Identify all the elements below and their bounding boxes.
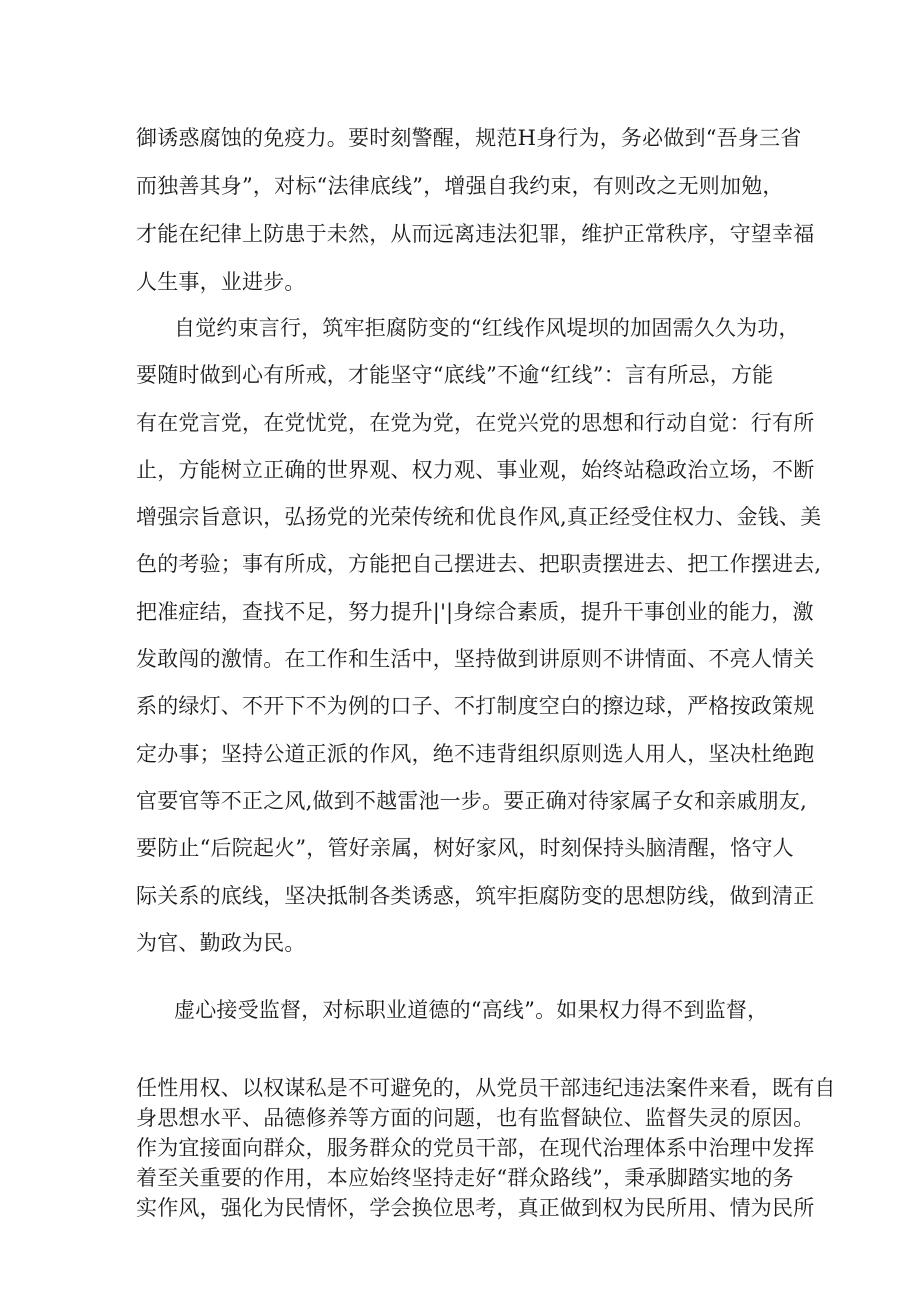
text-line: 人生事，业进步。 xyxy=(136,270,306,294)
text-line: 作为宜接面向群众，服务群众的党员干部，在现代治理体系中治理中发挥 xyxy=(136,1136,815,1160)
text-line: 着至关重要的作用，本应始终坚持走好“群众路线”，秉承脚踏实地的务 xyxy=(136,1166,794,1190)
text-line: 止，方能树立正确的世界观、权力观、事业观，始终站稳政治立场，不断 xyxy=(136,457,815,482)
text-line: 才能在纪律上防患于未然，从而远离违法犯罪，维护正常秩序，守望幸福 xyxy=(136,222,815,246)
paragraph-3 xyxy=(136,987,796,1033)
text-line: 把准症结，查找不足，努力提升|'|身综合素质，提升干事创业的能力，激 xyxy=(136,599,814,624)
text-line: 际关系的底线，坚决抵制各类诱惑，筑牢拒腐防变的思想防线，做到清正 xyxy=(136,883,815,908)
text-line: 虚心接受监督，对标职业道德的“高线”。如果权力得不到监督， xyxy=(174,998,769,1022)
text-line: 御诱惑腐蚀的免疫力。要时刻警醒，规范H身行为，务必做到“吾身三省 xyxy=(136,126,802,150)
text-line: 定办事；坚持公道正派的作风，绝不违背组织原则选人用人，坚决杜绝跑 xyxy=(136,741,815,766)
text-line: 实作风，强化为民情怀，学会换位思考，真正做到权为民所用、情为民所 xyxy=(136,1196,815,1220)
paragraph-4 xyxy=(136,1073,836,1223)
text-line: 身思想水平、品德修养等方面的问题，也有监督缺位、监督失灵的原因。 xyxy=(136,1106,815,1130)
text-line: 增强宗旨意识，弘扬党的光荣传统和优良作风,真正经受住权力、金钱、美 xyxy=(136,505,822,530)
text-line: 要防止“后院起火”，管好亲属，树好家风，时刻保持头脑清醒，恪守人 xyxy=(136,836,794,861)
text-line: 发敢闯的激情。在工作和生活中，坚持做到讲原则不讲情面、不亮人情关 xyxy=(136,647,815,672)
paragraph-2 xyxy=(136,305,822,967)
text-line: 自觉约束言行，筑牢拒腐防变的“红线作风堤坝的加固需久久为功， xyxy=(174,316,800,340)
text-line: 有在党言党，在党忧党，在党为党，在党兴党的思想和行动自觉：行有所 xyxy=(136,410,815,435)
text-line: 为官、勤政为民。 xyxy=(136,930,306,955)
paragraph-1 xyxy=(136,114,815,306)
text-line: 要随时做到心有所戒，才能坚守“底线”不逾“红线”：言有所忌，方能 xyxy=(136,363,774,388)
text-line: 任性用权、以权谋私是不可避免的，从党员干部违纪违法案件来看，既有自 xyxy=(136,1076,836,1100)
text-line: 系的绿灯、不开下不为例的口子、不打制度空白的擦边球，严格按政策规 xyxy=(136,694,815,719)
text-line: 而独善其身”，对标“法律底线”，增强自我约束，有则改之无则加勉， xyxy=(136,174,784,198)
text-line: 官要官等不正之风,做到不越雷池一步。要正确对待家属子女和亲戚朋友, xyxy=(136,788,807,813)
text-line: 色的考验；事有所成，方能把自己摆进去、把职责摆进去、把工作摆进去, xyxy=(136,552,822,577)
